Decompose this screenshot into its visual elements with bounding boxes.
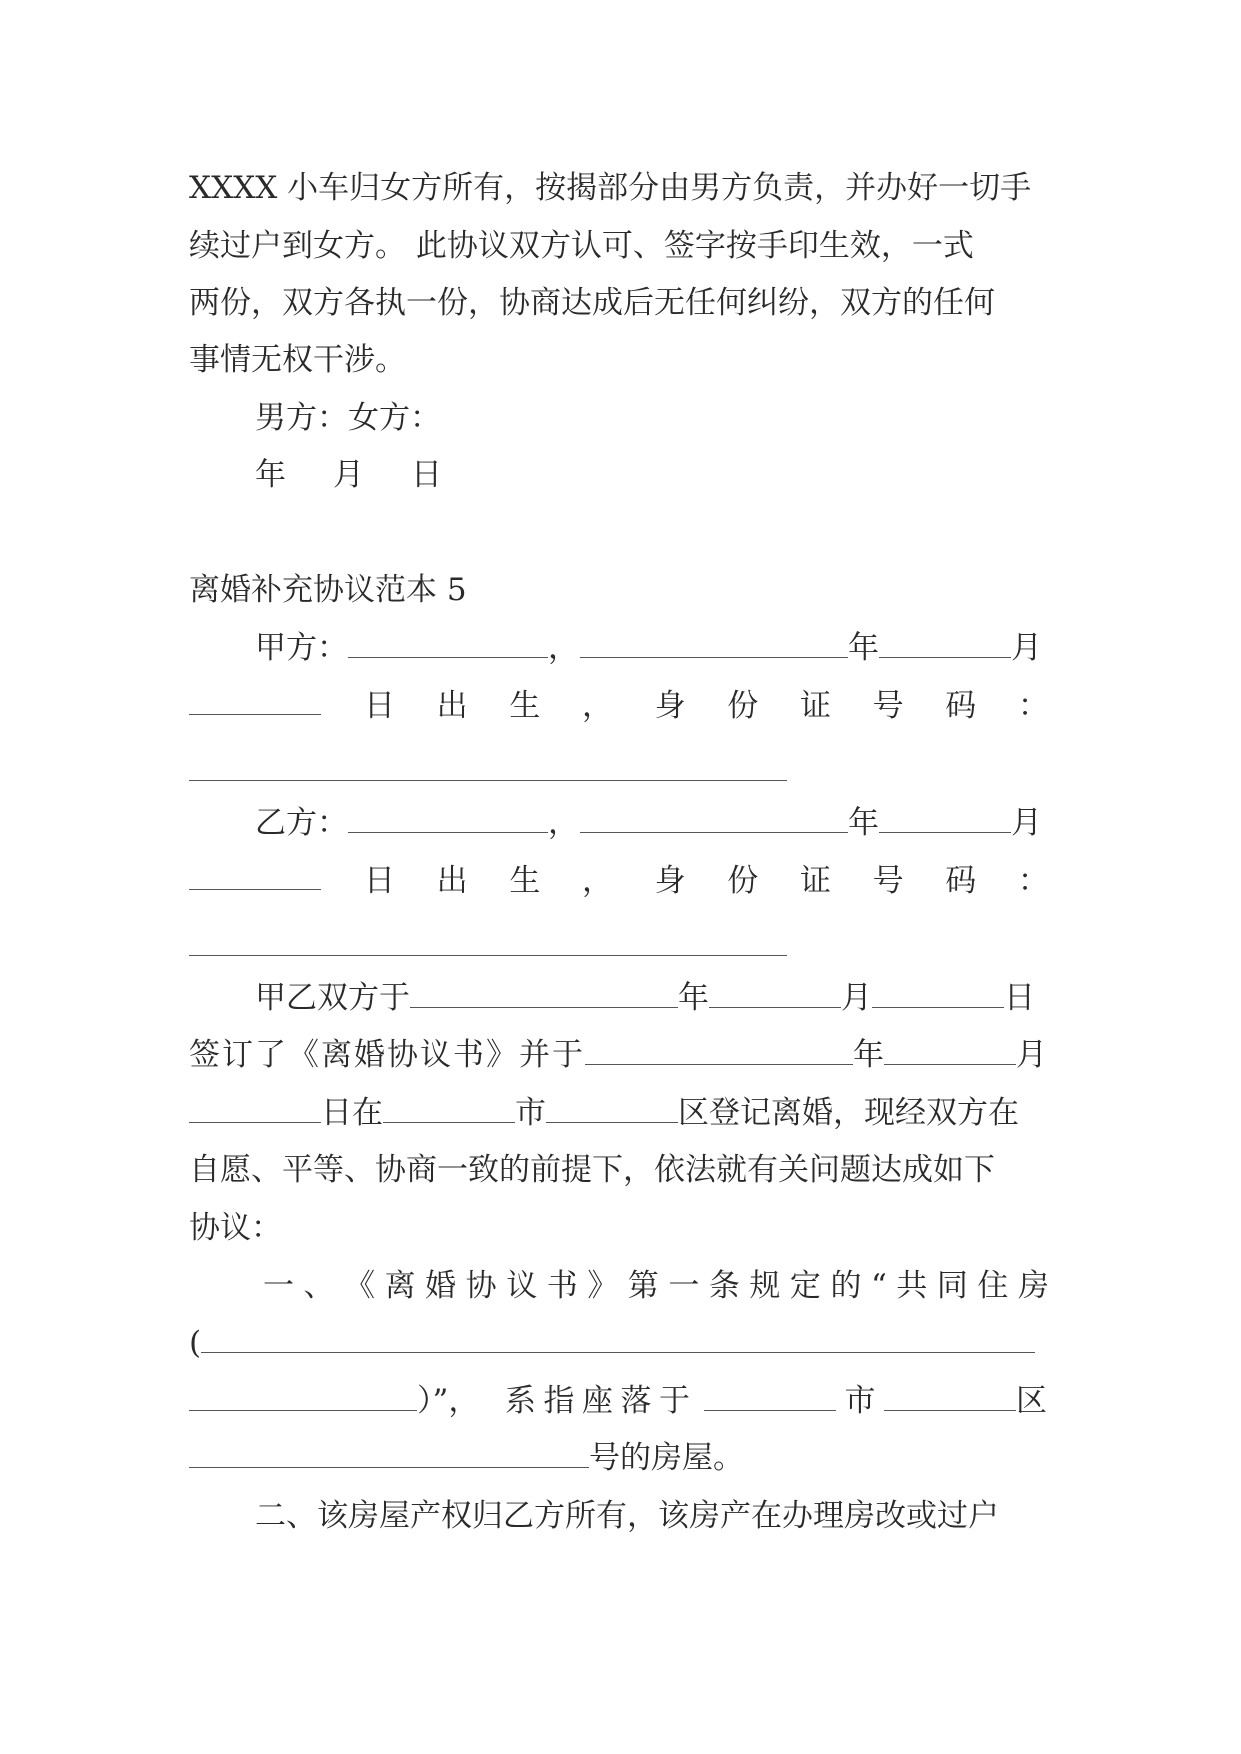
clause-1-chars	[263, 1266, 1049, 1306]
text: 年	[678, 980, 709, 1016]
paragraph-line	[189, 1035, 1049, 1075]
char: 码	[945, 688, 977, 724]
clause-1-house-line	[189, 1438, 1049, 1478]
comma: ，	[548, 805, 579, 841]
paragraph-line	[189, 168, 1049, 208]
text: 男方：女方：	[255, 400, 441, 436]
char: 生	[509, 688, 541, 724]
text: 月	[1016, 1037, 1047, 1073]
char: ：	[1017, 688, 1049, 724]
district-blank	[884, 1382, 1016, 1411]
party-b-label: 乙方：	[255, 805, 348, 841]
day-blank	[189, 861, 321, 890]
char: 》	[587, 1268, 619, 1304]
month-label: 月	[1011, 805, 1042, 841]
char: 书	[546, 1268, 578, 1304]
paragraph-line	[189, 283, 1049, 323]
paragraph-line	[189, 226, 1049, 266]
char: 落	[620, 1383, 652, 1419]
district-blank	[546, 1094, 678, 1123]
located-chars	[505, 1381, 690, 1421]
char: ：	[1017, 863, 1049, 899]
paragraph-line	[189, 1093, 1049, 1133]
month-blank	[879, 804, 1011, 833]
party-a-label: 甲方：	[255, 630, 348, 666]
day-blank	[189, 1094, 321, 1123]
text: 市	[844, 1383, 876, 1419]
char: 份	[727, 863, 759, 899]
char: 日	[364, 863, 395, 899]
char: 身	[654, 688, 686, 724]
char: 证	[799, 688, 831, 724]
id-number-blank	[189, 955, 787, 956]
year-blank	[585, 1036, 853, 1065]
char: 份	[727, 688, 759, 724]
name-blank	[348, 629, 548, 658]
paragraph-line	[189, 1150, 1049, 1190]
text: 年	[853, 1037, 884, 1073]
city-blank	[383, 1094, 515, 1123]
char: 座	[582, 1383, 613, 1419]
char: ，	[581, 863, 613, 899]
paragraph-line	[189, 340, 1049, 380]
char: 系	[505, 1383, 536, 1419]
day-blank	[189, 686, 321, 715]
char: 身	[654, 863, 686, 899]
paragraph-line	[189, 1208, 1049, 1248]
text: 甲乙双方于	[255, 980, 410, 1016]
month-blank	[879, 629, 1011, 658]
char: 码	[945, 863, 977, 899]
text: 市	[515, 1095, 546, 1131]
id-number-blank	[189, 780, 787, 781]
text: 二、该房屋产权归乙方所有，该房产在办理房改或过户	[255, 1498, 999, 1534]
text: XXXX 小车归女方所有，按揭部分由男方负责，并办好一切手	[189, 170, 1032, 206]
char: 议	[506, 1268, 538, 1304]
text: 区登记离婚，现经双方在	[678, 1095, 1019, 1131]
text: 两份，双方各执一份，协商达成后无任何纠纷，双方的任何	[189, 285, 995, 321]
section-title	[189, 570, 1049, 610]
char: “	[870, 1268, 887, 1304]
signature-parties	[255, 398, 1115, 438]
month-blank	[884, 1036, 1016, 1065]
year-blank	[410, 979, 678, 1008]
char: 离	[384, 1268, 416, 1304]
char: 于	[659, 1383, 690, 1419]
party-b-birth-chars	[364, 861, 1049, 901]
text: 离婚补充协议范本 5	[189, 572, 467, 608]
year-label: 年	[848, 805, 879, 841]
char: 住	[977, 1268, 1009, 1304]
party-a-line	[189, 628, 1049, 668]
comma: ，	[548, 630, 579, 666]
day-blank	[872, 979, 1004, 1008]
year-blank	[580, 629, 848, 658]
text: 事情无权干涉。	[189, 342, 406, 378]
char: 一	[668, 1268, 700, 1304]
char: 出	[436, 688, 468, 724]
clause-2-line	[189, 1496, 1049, 1536]
char: 协	[465, 1268, 497, 1304]
open-paren: (	[189, 1325, 202, 1361]
char: 、	[303, 1268, 335, 1304]
text: 自愿、平等、协商一致的前提下，依法就有关问题达成如下	[189, 1152, 995, 1188]
char: 证	[799, 863, 831, 899]
text: 月	[841, 980, 872, 1016]
party-b-line	[189, 803, 1049, 843]
text: 续过户到女方。 此协议双方认可、签字按手印生效，一式	[189, 228, 974, 264]
text: 号的房屋。	[589, 1440, 744, 1476]
text: 日	[1004, 980, 1035, 1016]
char: 出	[436, 863, 468, 899]
text: 签订了《离婚协议书》并于	[189, 1037, 585, 1073]
char: 的	[830, 1268, 862, 1304]
text: 年 月 日	[255, 457, 450, 493]
month-blank	[709, 979, 841, 1008]
char: 房	[1017, 1268, 1049, 1304]
char: 日	[364, 688, 395, 724]
char: 同	[936, 1268, 968, 1304]
char: 号	[872, 863, 904, 899]
char: 指	[543, 1383, 575, 1419]
paragraph-line	[189, 978, 1049, 1018]
text: 协议：	[189, 1210, 282, 1246]
char: 号	[872, 688, 904, 724]
text: 区	[1016, 1383, 1047, 1419]
char: 共	[896, 1268, 928, 1304]
name-blank	[348, 804, 548, 833]
char: 规	[749, 1268, 781, 1304]
clause-1-location-line	[189, 1381, 1049, 1421]
clause-1-paren-line	[189, 1323, 1049, 1363]
year-blank	[580, 804, 848, 833]
char: 一	[263, 1268, 294, 1304]
signature-date	[255, 455, 1115, 495]
text: 日在	[321, 1095, 383, 1131]
house-number-blank	[189, 1439, 589, 1468]
char: 定	[789, 1268, 821, 1304]
city-blank	[704, 1382, 836, 1411]
year-label: 年	[848, 630, 879, 666]
char: ，	[581, 688, 613, 724]
party-a-birth-chars	[364, 686, 1049, 726]
char: 条	[708, 1268, 740, 1304]
housing-blank-cont	[189, 1382, 417, 1411]
housing-blank	[201, 1324, 1035, 1353]
char: 生	[509, 863, 541, 899]
char: 第	[627, 1268, 659, 1304]
text: ）”，	[417, 1383, 480, 1419]
char: 婚	[425, 1268, 457, 1304]
char: 《	[344, 1268, 376, 1304]
month-label: 月	[1011, 630, 1042, 666]
